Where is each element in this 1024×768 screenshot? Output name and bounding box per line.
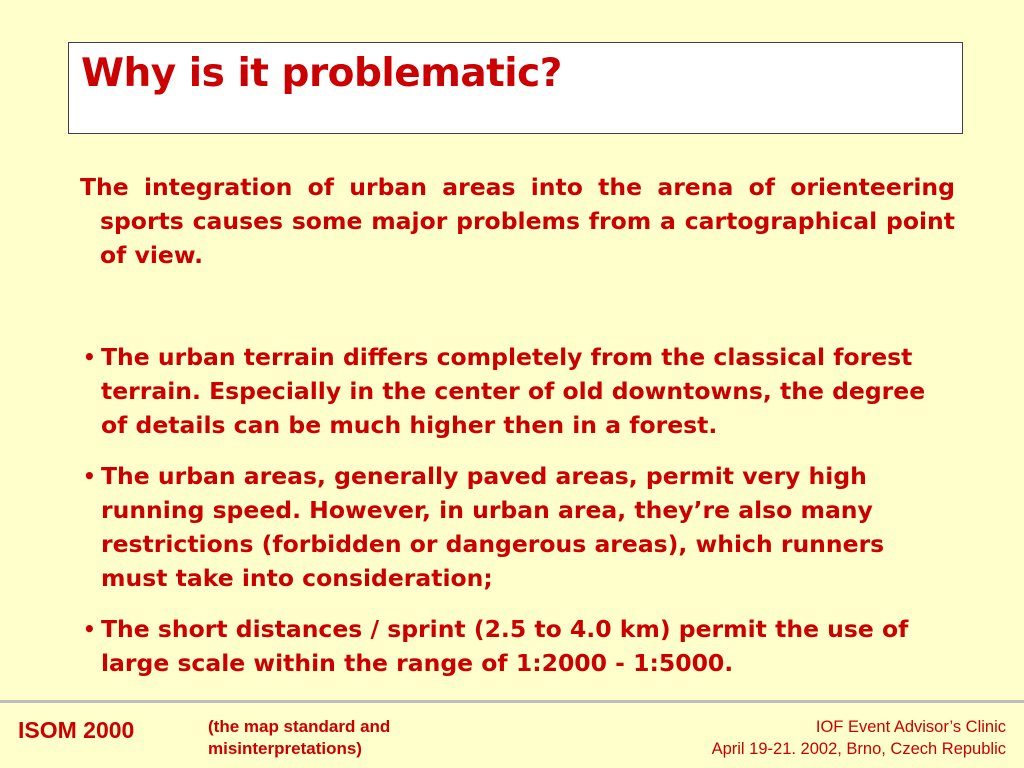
bullet-item [80, 612, 955, 680]
footer-event-date: April 19-21. 2002, Brno, Czech Republic [711, 740, 1006, 758]
bullet-item [80, 459, 955, 595]
bullet-text: The urban terrain differs completely from the classical forest terrain. Especially in the center of old downtowns, the degree of details can be much higher then in a forest. [101, 343, 926, 439]
bullet-text: The urban areas, generally paved areas, permit very high running speed. However, in urban area, they’re also many restrictions (forbidden or dangerous areas), which runners must take into consideration; [101, 462, 885, 592]
footer-event-info [712, 716, 1006, 760]
slide-body [80, 170, 955, 697]
slide-title: Why is it problematic? [81, 51, 562, 96]
intro-paragraph: The integration of urban areas into the arena of orienteering sports causes some major problems from a cartographical point of view. [80, 173, 955, 269]
footer-title: ISOM 2000 [18, 717, 135, 743]
footer-event-name: IOF Event Advisor’s Clinic [815, 718, 1006, 736]
footer-subtitle-line2: misinterpretations) [208, 739, 362, 758]
bullet-icon: • [83, 345, 96, 369]
bullet-list [80, 340, 955, 680]
footer-subtitle [208, 716, 390, 760]
title-box [68, 42, 963, 134]
bullet-icon: • [83, 464, 96, 488]
footer-divider [0, 700, 1024, 703]
bullet-item [80, 340, 955, 442]
footer-subtitle-line1: (the map standard and [208, 717, 391, 736]
bullet-text: The short distances / sprint (2.5 to 4.0 km) permit the use of large scale within the range of 1:2000 - 1:5000. [101, 615, 909, 677]
bullet-icon: • [83, 617, 96, 641]
